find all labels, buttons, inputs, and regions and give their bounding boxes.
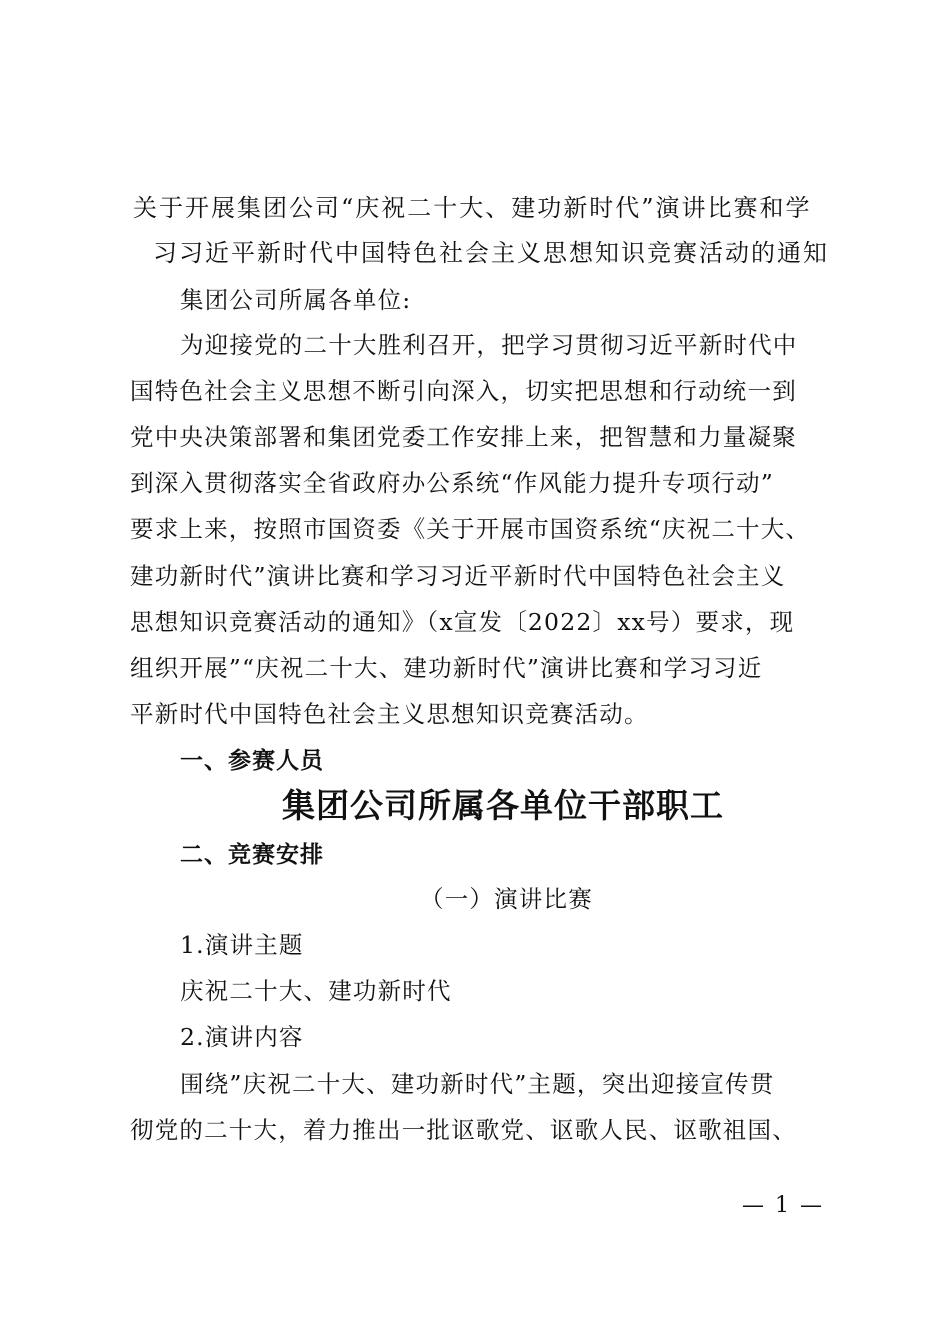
paragraph-line: 思想知识竞赛活动的通知》（x宣发〔2022〕xx号）要求，现 [130, 608, 795, 636]
section-1-content: 集团公司所属各单位干部职工 [282, 786, 724, 825]
title-line-2: 习习近平新时代中国特色社会主义思想知识竞赛活动的通知 [153, 239, 829, 267]
section-1-heading: 一、参赛人员 [180, 748, 324, 774]
paragraph-line: 要求上来，按照市国资委《关于开展市国资系统“庆祝二十大、 [130, 515, 811, 543]
item-2-label: 2.演讲内容 [180, 1023, 304, 1051]
section-2-heading: 二、竞赛安排 [180, 842, 324, 868]
item-1-text: 庆祝二十大、建功新时代 [180, 977, 452, 1005]
paragraph-line: 平新时代中国特色社会主义思想知识竞赛活动。 [130, 700, 649, 728]
sub-heading-speech-contest: （一）演讲比赛 [420, 885, 593, 913]
paragraph-line: 围绕”庆祝二十大、建功新时代”主题，突出迎接宣传贯 [180, 1070, 775, 1098]
paragraph-line: 国特色社会主义思想不断引向深入，切实把思想和行动统一到 [130, 377, 797, 405]
paragraph-line: 党中央决策部署和集团党委工作安排上来，把智慧和力量凝聚 [130, 423, 797, 451]
paragraph-line: 为迎接党的二十大胜利召开，把学习贯彻习近平新时代中 [180, 331, 798, 359]
salutation: 集团公司所属各单位: [180, 286, 412, 314]
paragraph-line: 彻党的二十大，着力推出一批讴歌党、讴歌人民、讴歌祖国、 [130, 1116, 797, 1144]
paragraph-line: 组织开展”“庆祝二十大、建功新时代”演讲比赛和学习习近 [130, 654, 763, 682]
page-number: — 1 — [742, 1193, 824, 1218]
title-line-1: 关于开展集团公司“庆祝二十大、建功新时代”演讲比赛和学 [133, 194, 812, 222]
paragraph-line: 到深入贯彻落实全省政府办公系统“作风能力提升专项行动” [130, 469, 774, 497]
item-1-label: 1.演讲主题 [180, 931, 304, 959]
paragraph-line: 建功新时代”演讲比赛和学习习近平新时代中国特色社会主义 [130, 562, 786, 590]
